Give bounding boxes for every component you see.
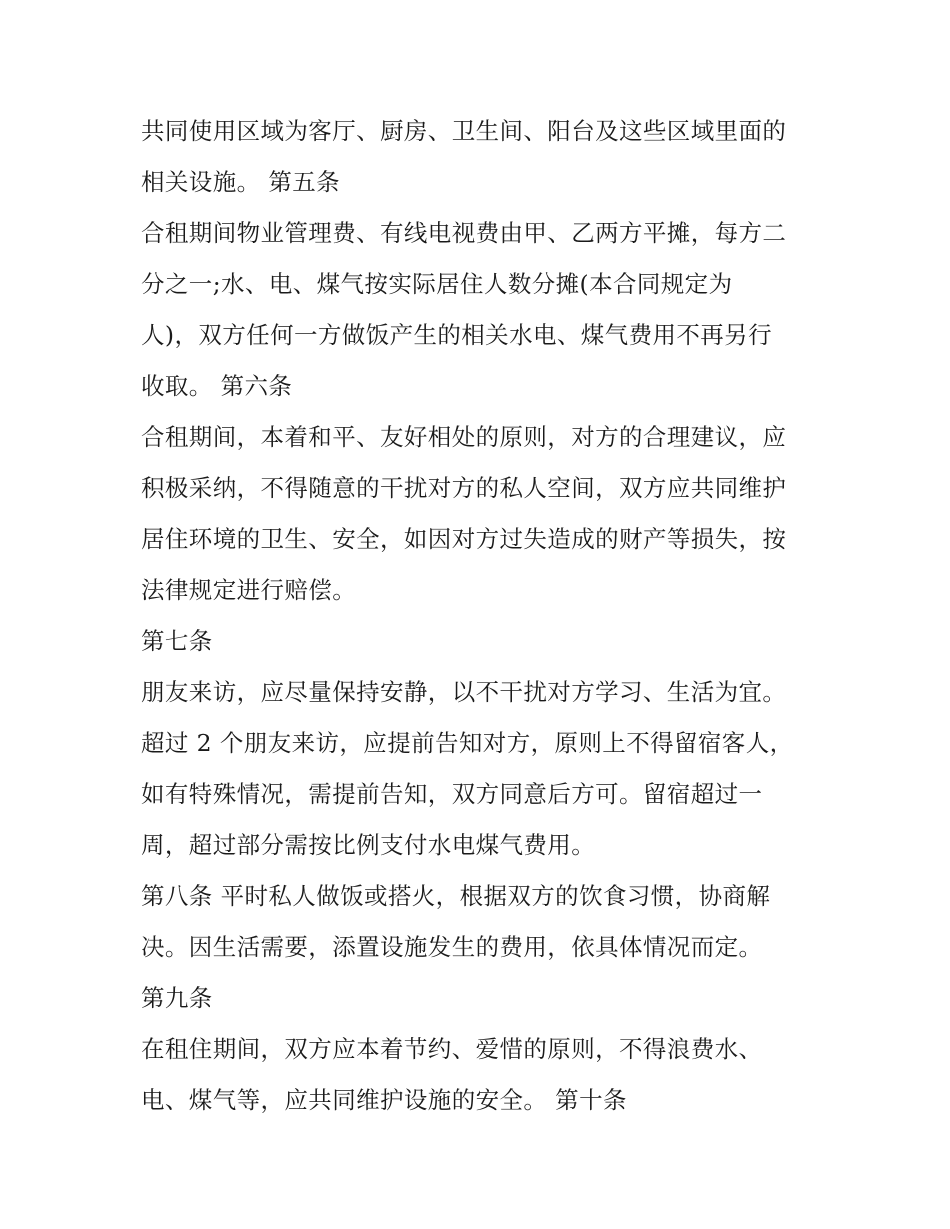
text-line: 如有特殊情况，需提前告知，双方同意后方可。留宿超过一 <box>141 780 763 808</box>
text-line: 在租住期间，双方应本着节约、爱惜的原则，不得浪费水、 <box>141 1035 763 1063</box>
text-line: 共同使用区域为客厅、厨房、卫生间、阳台及这些区域里面的 <box>141 117 787 145</box>
document-body <box>141 106 821 1126</box>
text-line: 电、煤气等，应共同维护设施的安全。 第十条 <box>141 1086 627 1114</box>
text-line: 第七条 <box>141 627 213 655</box>
text-line: 超过 2 个朋友来访，应提前告知对方，原则上不得留宿客人， <box>141 729 794 757</box>
text-line: 相关设施。 第五条 <box>141 168 341 196</box>
text-line: 第八条 平时私人做饭或搭火，根据双方的饮食习惯，协商解 <box>141 882 771 910</box>
text-line: 周，超过部分需按比例支付水电煤气费用。 <box>141 831 596 859</box>
text-line: 积极采纳，不得随意的干扰对方的私人空间，双方应共同维护 <box>141 474 787 502</box>
text-line: 法律规定进行赔偿。 <box>141 576 357 604</box>
text-line: 人)，双方任何一方做饭产生的相关水电、煤气费用不再另行 <box>141 321 772 349</box>
text-line: 朋友来访，应尽量保持安静，以不干扰对方学习、生活为宜。 <box>141 678 787 706</box>
text-line: 收取。 第六条 <box>141 372 293 400</box>
text-line: 合租期间，本着和平、友好相处的原则，对方的合理建议，应 <box>141 423 787 451</box>
text-line: 合租期间物业管理费、有线电视费由甲、乙两方平摊，每方二 <box>141 219 787 247</box>
text-line: 第九条 <box>141 984 213 1012</box>
text-line: 居住环境的卫生、安全，如因对方过失造成的财产等损失，按 <box>141 525 787 553</box>
text-line: 分之一;水、电、煤气按实际居住人数分摊(本合同规定为 <box>141 270 733 298</box>
text-line: 决。因生活需要，添置设施发生的费用，依具体情况而定。 <box>141 933 763 961</box>
